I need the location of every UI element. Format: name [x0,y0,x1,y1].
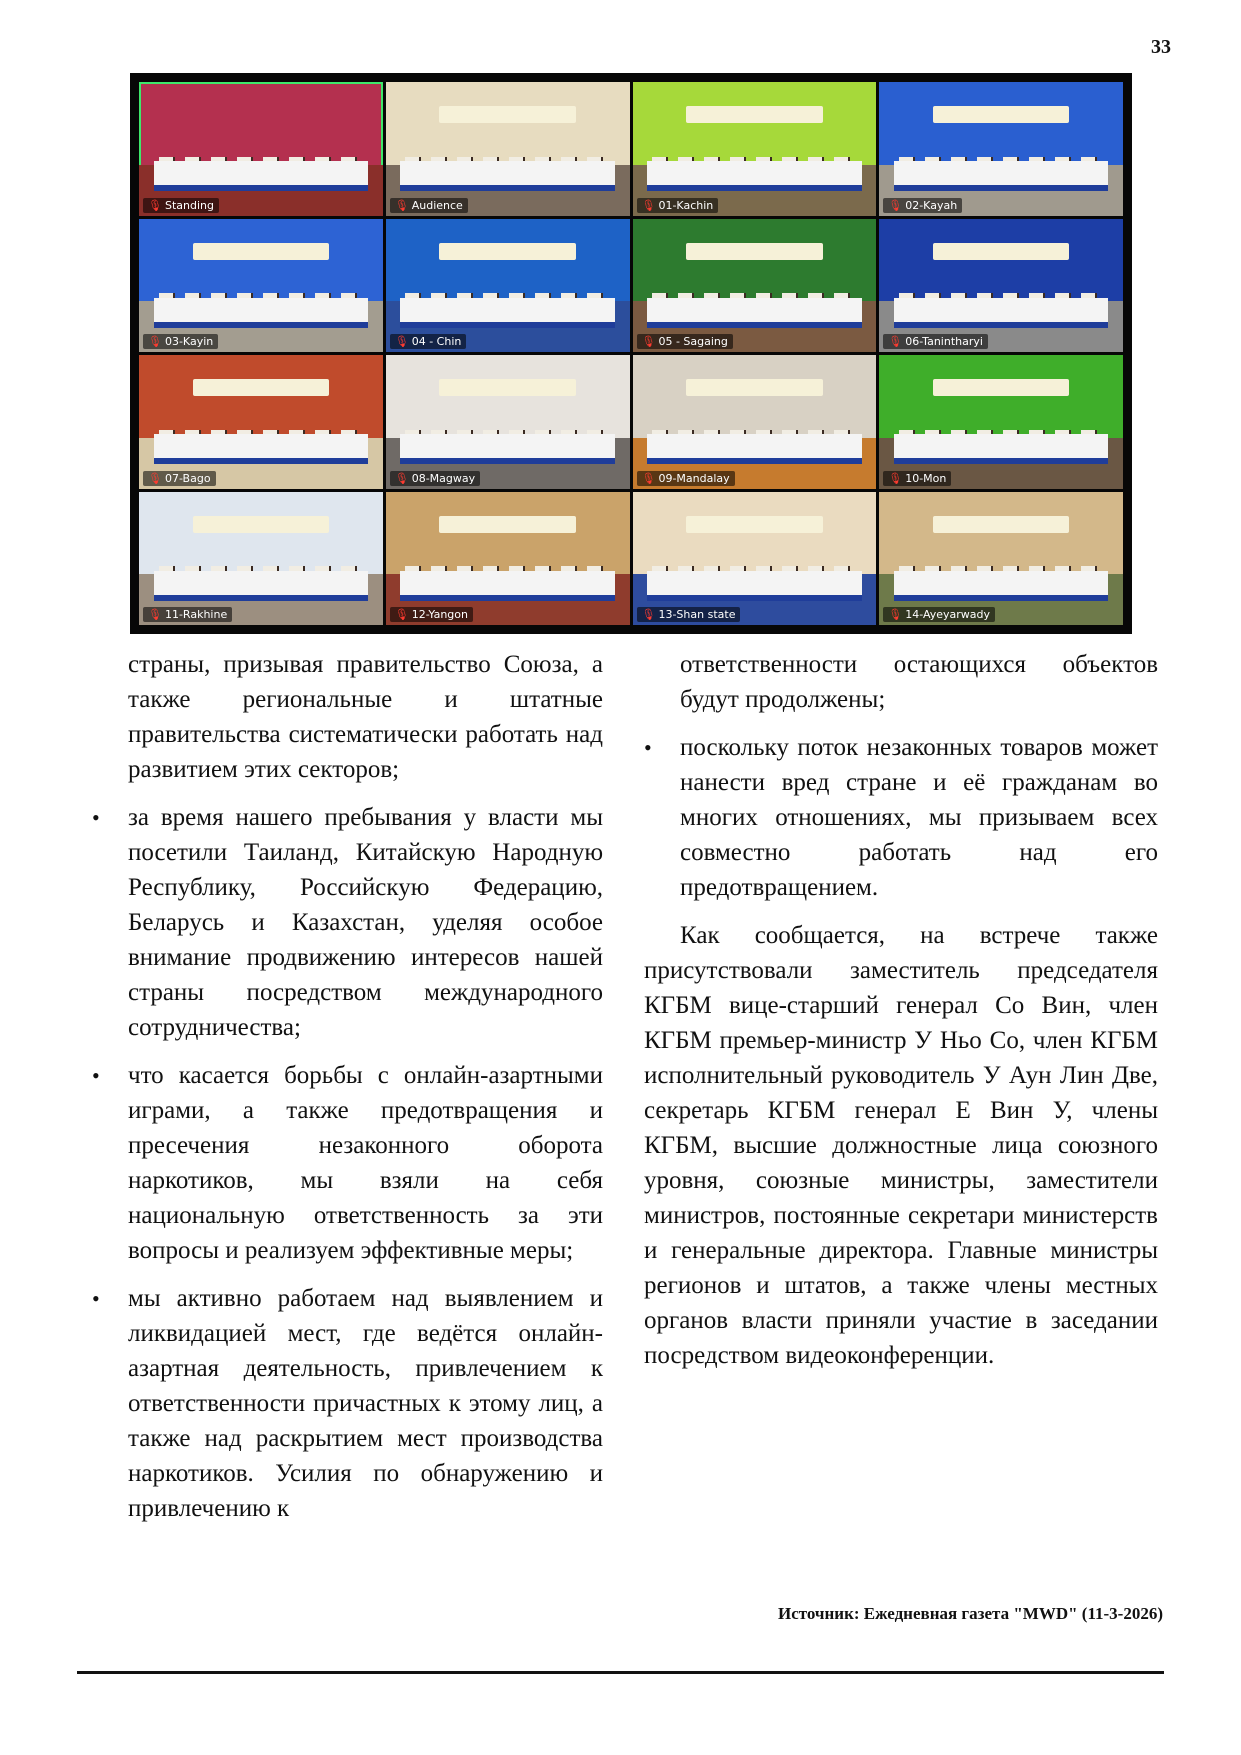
tile-banner [439,516,576,533]
tile-label [883,334,988,349]
video-tile [139,82,383,216]
tile-label [637,334,733,349]
tile-label-text: 14-Ayeyarwady [905,608,991,621]
video-tile [139,355,383,489]
left-bullet-list [128,800,603,1526]
tile-label-text: 03-Kayin [164,335,214,348]
video-tile [879,492,1123,626]
tile-banner [686,379,823,396]
video-tile [633,355,877,489]
microphone-icon: 🎙 [888,471,903,485]
bullet-item: • за время нашего пребывания у власти мы посетили Таиланд, Китайскую Народную Республику, Российскую Федерацию, Беларусь и Казахстан, уделяя особое внимание продвижению интересов нашей страны посредством международного сотрудничества; [128,800,603,1045]
tile-label-text: Standing [164,198,214,212]
tile-label [883,198,962,213]
tile-table [400,161,615,191]
microphone-icon: 🎙 [641,335,656,348]
tile-label [143,334,218,349]
tile-label [390,334,467,349]
video-tile [879,82,1123,216]
microphone-icon: 🎙 [641,471,656,485]
video-tile [633,82,877,216]
tile-label [390,471,480,486]
tile-label [143,471,216,486]
video-tile [879,355,1123,489]
tile-table [154,571,369,601]
tile-label [143,607,232,622]
tile-banner [193,379,330,396]
microphone-icon: 🎙 [394,471,409,485]
tile-label-text: 01-Kachin [658,198,714,212]
video-tile [879,219,1123,353]
tile-banner [933,379,1070,396]
tile-label [883,607,995,622]
videoconference-photo [130,73,1132,634]
tile-label-text: 07-Bago [164,471,211,485]
bullet-item: • поскольку поток незаконных товаров может нанести вред стране и её гражданам во многих отношениях, мы призываем всех совместно работать над его предотвращением. [644,730,1158,905]
microphone-icon: 🎙 [888,608,903,621]
microphone-icon: 🎙 [888,335,903,348]
bullet-item: • что касается борьбы с онлайн-азартными играми, а также предотвращения и пресечения незаконного оборота наркотиков, мы взяли на себя национальную ответственность за эти вопросы и реализуем эффективные меры; [128,1058,603,1268]
microphone-icon: 🎙 [641,608,656,621]
tile-banner [686,243,823,260]
tile-table [647,161,862,191]
tile-table [894,571,1109,601]
tile-label [883,471,951,486]
microphone-icon: 🎙 [641,198,656,212]
microphone-icon: 🎙 [888,198,903,212]
video-tile [386,82,630,216]
tile-label-text: 13-Shan state [658,608,736,621]
tile-table [894,298,1109,328]
tile-table [154,298,369,328]
video-tile [386,219,630,353]
tile-label-text: 02-Kayah [905,198,958,212]
tile-banner [933,243,1070,260]
video-tile [139,492,383,626]
tile-banner [439,106,576,123]
tile-label-text: 05 - Sagaing [658,335,728,348]
tile-label-text: 09-Mandalay [658,471,730,485]
tile-banner [933,516,1070,533]
microphone-icon: 🎙 [148,198,162,212]
video-tile [633,219,877,353]
tile-table [647,298,862,328]
tile-label [637,198,719,213]
tile-table [400,571,615,601]
tile-banner [686,516,823,533]
tile-banner [686,106,823,123]
tile-banner [193,516,330,533]
source-credit: Источник: Ежедневная газета "MWD" (11-3-2026) [777,1604,1163,1623]
tile-label-text: 10-Mon [905,471,947,485]
tile-label [637,471,735,486]
tile-table [894,434,1109,464]
left-column [128,647,603,1526]
closing-paragraph: Как сообщается, на встрече также присутствовали заместитель председателя КГБМ вице-старший генерал Со Вин, член КГБМ премьер-министр У Ньо Со, член КГБМ исполнительный руководитель У Аун Лин Две, секретарь КГБМ генерал Е Вин У, члены КГБМ, высшие должностные лица союзного уровня, союзные министры, заместители министров, постоянные секретари министерств и генеральные директора. Главные министры регионов и штатов, а также члены местных органов власти приняли участие в заседании посредством видеоконференции. [644,922,1158,1369]
microphone-icon: 🎙 [148,335,162,348]
microphone-icon: 🎙 [394,335,409,348]
tile-label-text: 12-Yangon [411,608,468,621]
page-number: 33 [1151,36,1171,58]
tile-label [143,198,219,213]
video-tile [386,492,630,626]
tile-table [894,161,1109,191]
tile-table [647,434,862,464]
tile-banner [439,379,576,396]
tile-table [400,434,615,464]
tile-label-text: 04 - Chin [411,335,462,348]
tile-label-text: 08-Magway [411,471,476,485]
tile-label [390,198,468,213]
tile-label-text: Audience [411,198,463,212]
tile-table [154,434,369,464]
tile-table [154,161,369,191]
right-continuation-paragraph: ответственности остающихся объектов будут продолжены; [680,651,1158,713]
microphone-icon: 🎙 [394,198,409,212]
tile-label-text: 06-Tanintharyi [905,335,983,348]
tile-label-text: 11-Rakhine [164,608,228,621]
tile-label [390,607,473,622]
tile-banner [193,243,330,260]
left-intro-paragraph: страны, призывая правительство Союза, а также региональные и штатные правительства систематически работать над развитием этих секторов; [128,651,603,783]
tile-table [647,571,862,601]
tile-label [637,607,741,622]
video-tile [139,219,383,353]
bullet-item: • мы активно работаем над выявлением и ликвидацией мест, где ведётся онлайн-азартная деятельность, привлечением к ответственности причастных к этому лиц, а также над раскрытием мест производства наркотиков. Усилия по обнаружению и привлечению к [128,1281,603,1526]
microphone-icon: 🎙 [148,608,162,621]
video-tile [386,355,630,489]
footer-rule [77,1671,1164,1674]
video-tile [633,492,877,626]
microphone-icon: 🎙 [148,471,162,485]
microphone-icon: 🎙 [394,608,409,621]
tile-table [400,298,615,328]
videoconference-grid [139,82,1123,625]
tile-banner [933,106,1070,123]
right-bullet-list [644,730,1158,905]
right-column [644,647,1158,1373]
tile-banner [439,243,576,260]
